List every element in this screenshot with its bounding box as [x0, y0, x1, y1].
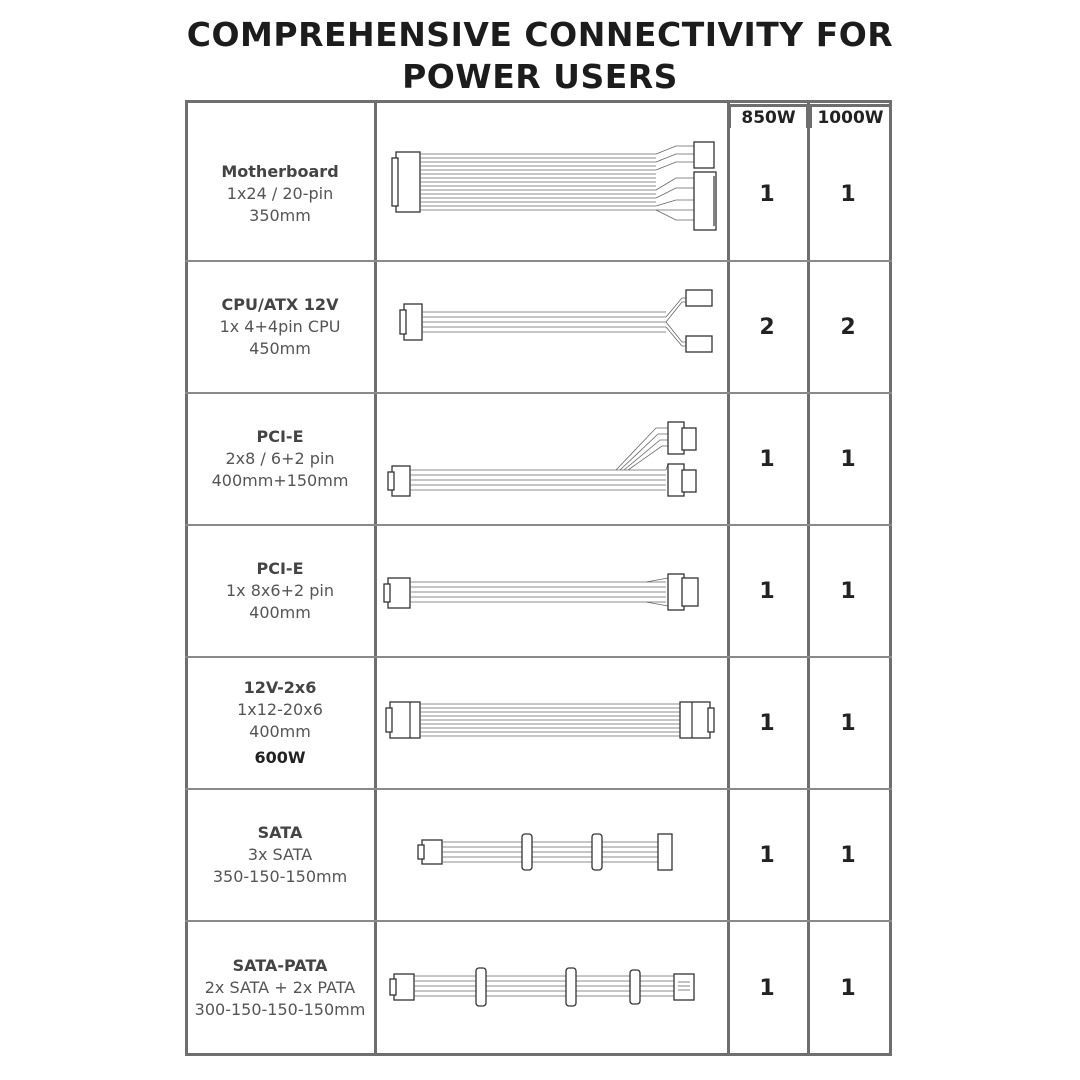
quantity-1000w: 1	[840, 181, 856, 207]
quantity-1000w: 1	[840, 975, 856, 1001]
quantity-1000w: 1	[840, 446, 856, 472]
table-row	[185, 128, 892, 260]
quantity-850w: 1	[759, 446, 775, 472]
quantity-850w: 1	[759, 975, 775, 1001]
cable-spec: 2x8 / 6+2 pin	[225, 449, 335, 468]
motherboard-cable-icon	[376, 128, 728, 260]
table-row	[185, 922, 892, 1054]
cable-length: 400mm	[249, 722, 311, 741]
table-row	[185, 658, 892, 788]
quantity-1000w: 1	[840, 710, 856, 736]
cable-spec: 1x 8x6+2 pin	[226, 581, 334, 600]
cable-description	[185, 658, 375, 788]
cable-length: 350-150-150mm	[212, 867, 348, 886]
cable-spec: 1x24 / 20-pin	[226, 184, 334, 203]
cable-length: 350mm	[249, 206, 311, 225]
cable-length: 400mm	[249, 603, 311, 622]
column-header-850w: 850W	[728, 104, 809, 128]
cable-spec: 3x SATA	[247, 845, 313, 864]
cable-power-rating: 600W	[254, 748, 306, 767]
title-line-2: POWER USERS	[402, 57, 678, 96]
cable-spec: 1x 4+4pin CPU	[219, 317, 341, 336]
cable-name: CPU/ATX 12V	[221, 295, 339, 314]
cable-spec: 2x SATA + 2x PATA	[204, 978, 356, 997]
cable-description	[185, 394, 375, 524]
quantity-1000w: 2	[840, 314, 856, 340]
cable-spec: 1x12-20x6	[237, 700, 323, 719]
table-row	[185, 790, 892, 920]
cable-length: 300-150-150-150mm	[194, 1000, 366, 1019]
quantity-850w: 1	[759, 578, 775, 604]
12v-2x6-cable-icon	[376, 658, 728, 788]
quantity-1000w: 1	[840, 842, 856, 868]
page-title	[0, 14, 1080, 98]
title-line-1: COMPREHENSIVE CONNECTIVITY FOR	[186, 15, 894, 54]
table-row	[185, 394, 892, 524]
pcie-split-cable-icon	[376, 394, 728, 524]
table-row	[185, 262, 892, 392]
cable-name: SATA	[257, 823, 303, 842]
cable-description	[185, 790, 375, 920]
cable-name: PCI-E	[256, 559, 304, 578]
cable-description	[185, 526, 375, 656]
cable-length: 400mm+150mm	[211, 471, 349, 490]
cable-description	[185, 128, 375, 260]
quantity-1000w: 1	[840, 578, 856, 604]
cpu-cable-icon	[376, 262, 728, 392]
cable-name: SATA-PATA	[232, 956, 328, 975]
cable-description	[185, 262, 375, 392]
cable-name: Motherboard	[221, 162, 339, 181]
quantity-850w: 1	[759, 181, 775, 207]
column-header-1000w: 1000W	[809, 104, 892, 128]
quantity-850w: 1	[759, 842, 775, 868]
cable-name: 12V-2x6	[243, 678, 317, 697]
cable-length: 450mm	[249, 339, 311, 358]
table-row	[185, 526, 892, 656]
quantity-850w: 1	[759, 710, 775, 736]
sata-pata-cable-icon	[376, 922, 728, 1054]
pcie-cable-icon	[376, 526, 728, 656]
cable-name: PCI-E	[256, 427, 304, 446]
cable-description	[185, 922, 375, 1054]
sata-cable-icon	[376, 790, 728, 920]
quantity-850w: 2	[759, 314, 775, 340]
